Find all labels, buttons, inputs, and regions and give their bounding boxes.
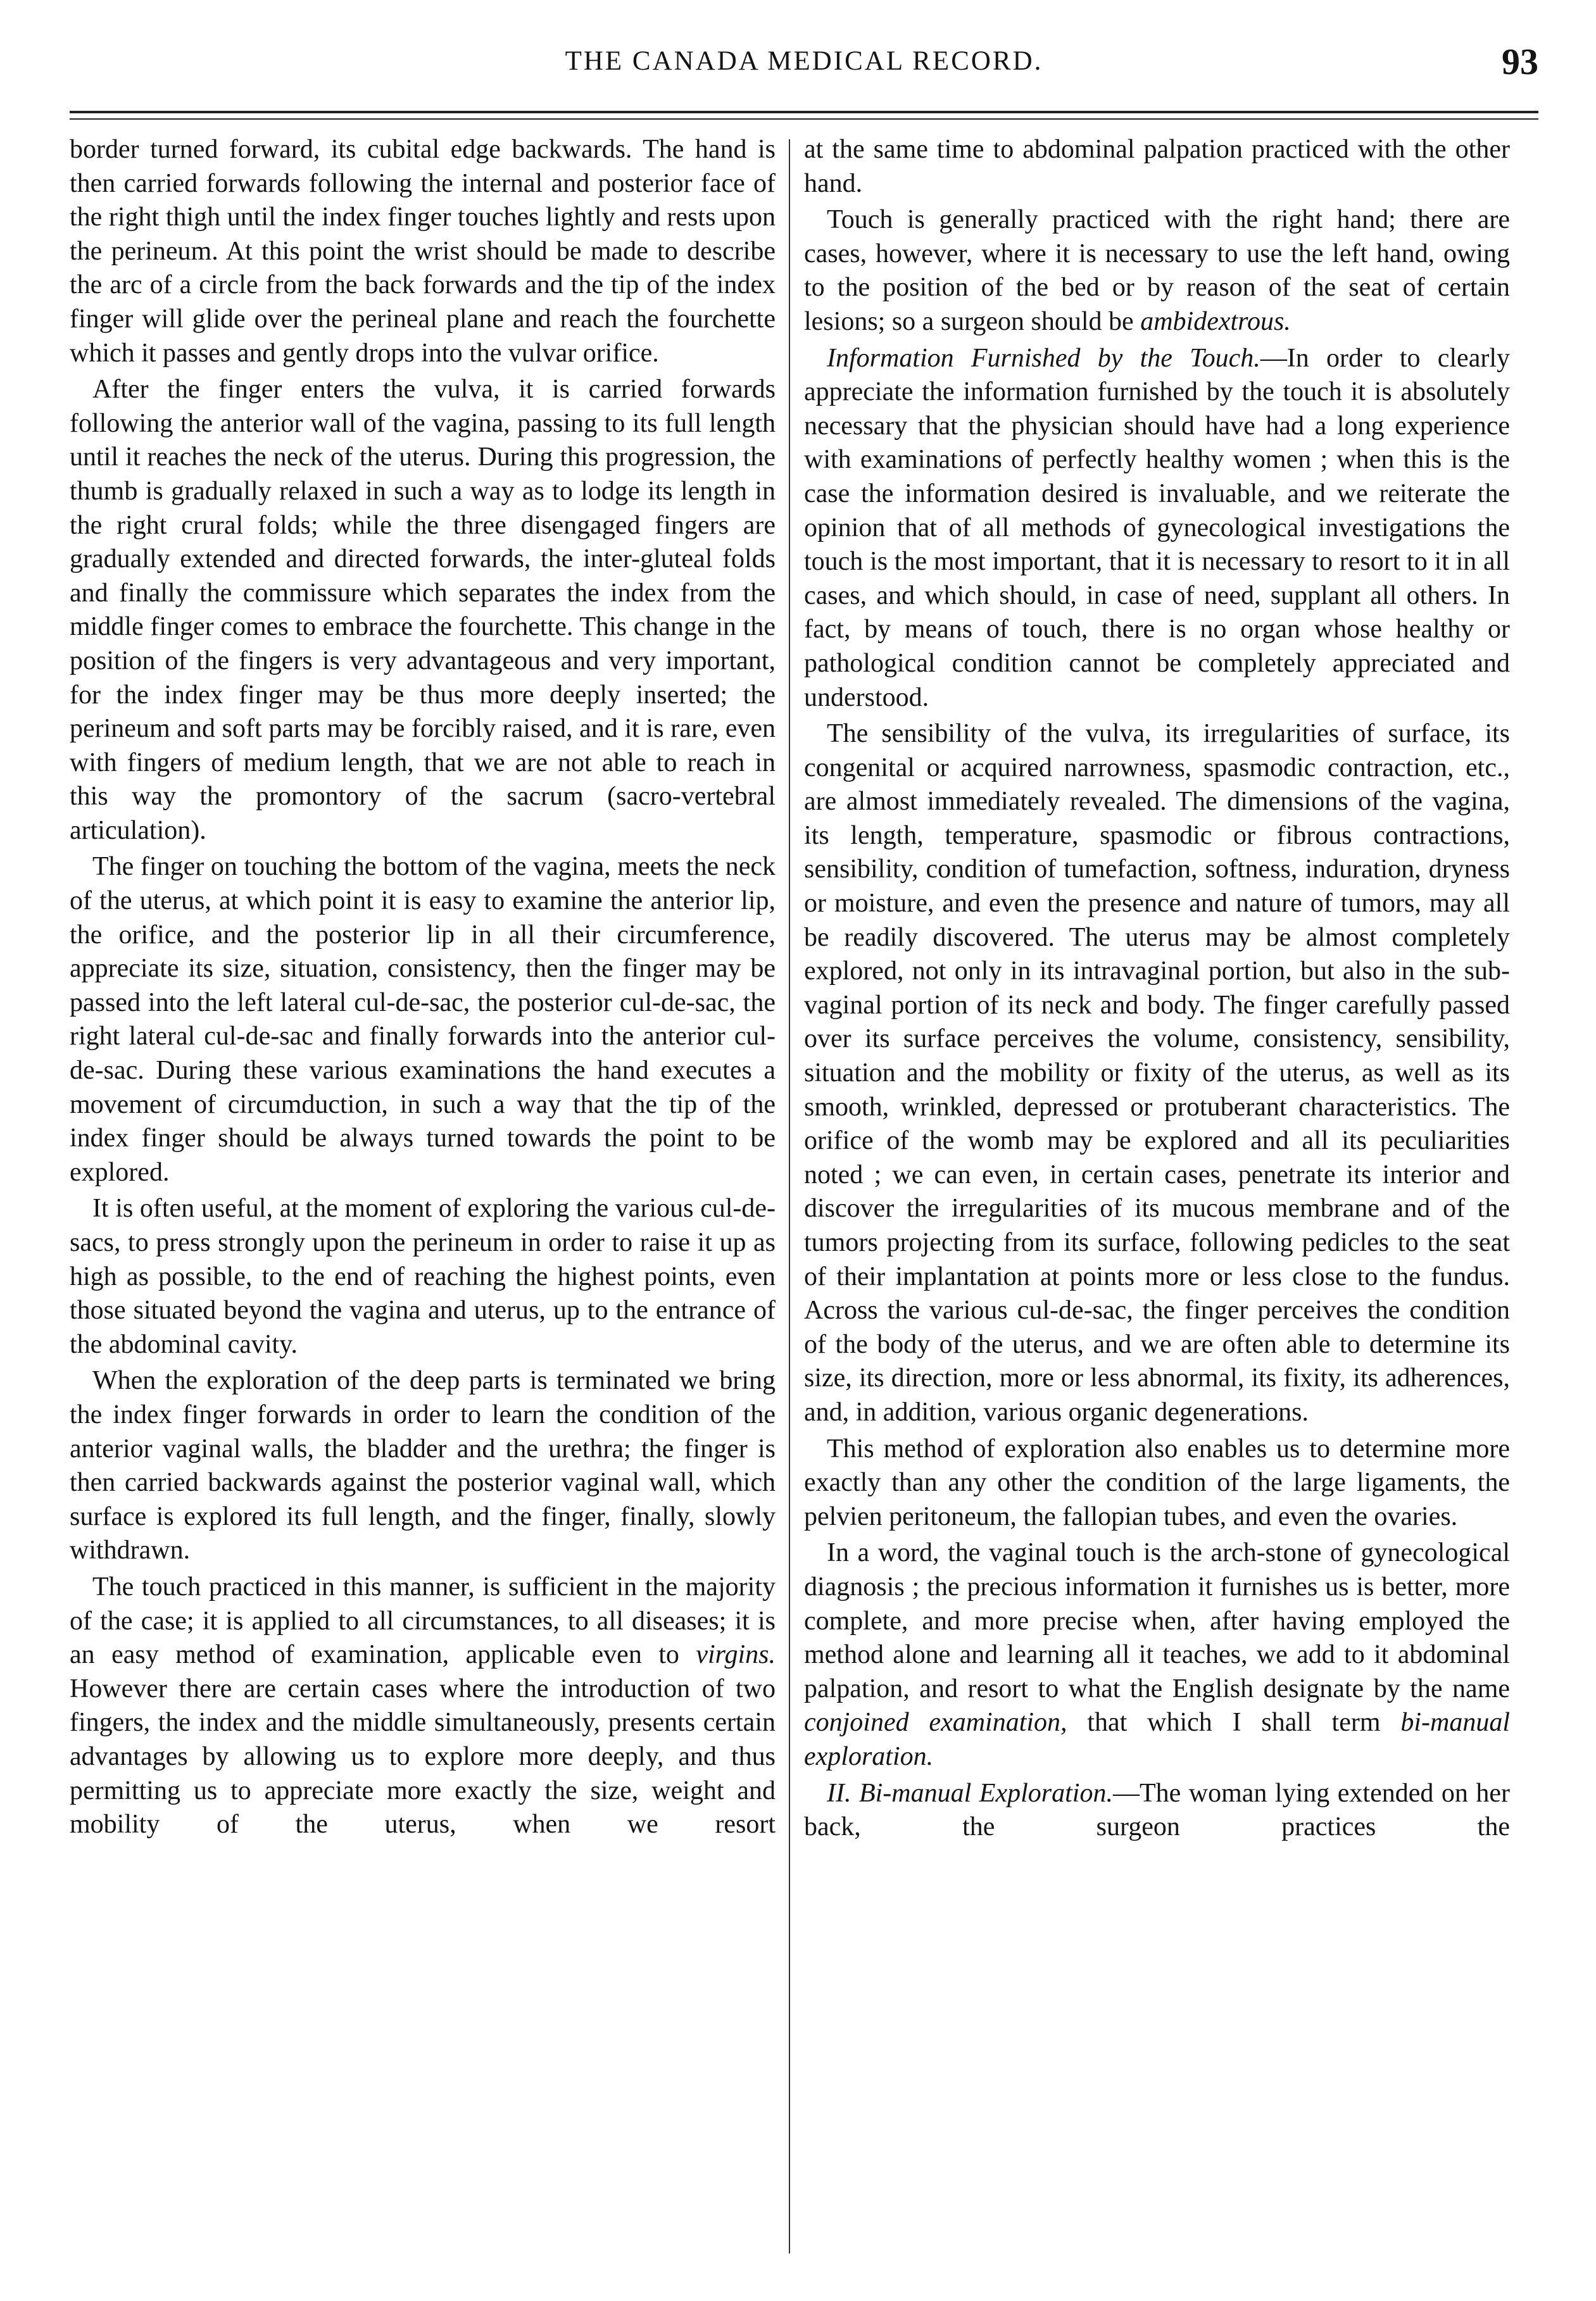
paragraph: It is often useful, at the moment of exploring the various cul-de-sacs, to press strongly upon the perineum in order to raise it up as high as possible, to the end of reaching the highest points, even those situated beyond the vagina and uterus, up to the entrance of the abdominal cavity. xyxy=(70,1194,776,1359)
page-number: 93 xyxy=(1502,41,1538,82)
right-column xyxy=(804,133,1510,1847)
text-run: that which I shall term xyxy=(1067,1708,1401,1738)
journal-title: THE CANADA MEDICAL RECORD. xyxy=(565,46,1043,76)
italic-term: conjoined examination, xyxy=(804,1708,1067,1738)
paragraph: After the finger enters the vulva, it is carried forwards following the anterior wall of the vagina, passing to its full length until it reaches the neck of the uterus. During this progression, the thumb is gradually relaxed in such a way as to lodge its length in the right crural folds; while the three disengaged fingers are gradually extended and directed forwards, the inter-gluteal folds and finally the commissure which separates the index from the middle finger comes to embrace the fourchette. This change in the position of the fingers is very advantageous and very important, for the index finger may be thus more deeply inserted; the perineum and soft parts may be forcibly raised, and it is rare, even with fingers of medium length, that we are not able to reach in this way the promontory of the sacrum (sacro-vertebral articulation). xyxy=(70,375,776,845)
text-run: The touch practiced in this manner, is sufficient in the majority of the case; it is applied to all circumstances, to all diseases; it is an easy method of examination, applicable even to xyxy=(70,1572,776,1670)
header-rule-thin xyxy=(70,118,1538,120)
page xyxy=(70,38,1538,2279)
header-rule-thick xyxy=(70,111,1538,113)
text-run: —In order to clearly appreciate the information furnished by the touch it is absolutely necessary that the physician should have had a long experience with examinations of perfectly healthy women ; when this is the case the information desired is invaluable, and we reiterate the opinion that of all methods of gynecological investigations the touch is the most important, that it is necessary to resort to it in all cases, and which should, in case of need, supplant all others. In fact, by means of touch, there is no organ whose healthy or pathological condition cannot be completely appreciated and understood. xyxy=(804,343,1510,712)
paragraph: When the exploration of the deep parts is terminated we bring the index finger forwards in order to learn the condition of the anterior vaginal walls, the bladder and the urethra; the finger is then carried backwards against the posterior vaginal wall, which surface is explored its full length, and the finger, finally, slowly withdrawn. xyxy=(70,1366,776,1565)
paragraph xyxy=(804,1777,1510,1845)
text-run: Touch is generally practiced with the right hand; there are cases, however, where it is necessary to use the left hand, owing to the position of the bed or by reason of the seat of certain lesions; so a surgeon should be xyxy=(804,205,1510,336)
section-heading: Information Furnished by the Touch. xyxy=(827,343,1260,373)
paragraph xyxy=(804,203,1510,339)
paragraph: The finger on touching the bottom of the vagina, meets the neck of the uterus, at which point it is easy to examine the anterior lip, the orifice, and the posterior lip in all their circumference, appreciate its size, situation, consistency, then the finger may be passed into the left lateral cul-de-sac, the posterior cul-de-sac, the right lateral cul-de-sac and finally forwards into the anterior cul-de-sac. During these various examinations the hand executes a movement of circumduction, in such a way that the tip of the index finger should be always turned towards the point to be explored. xyxy=(70,852,776,1187)
paragraph xyxy=(70,1571,776,1842)
paragraph xyxy=(804,1536,1510,1774)
italic-term: bi-manual exploration. xyxy=(804,1708,1510,1771)
paragraph: border turned forward, its cubital edge backwards. The hand is then carried forwards following the internal and posterior face of the right thigh until the index finger touches lightly and rests upon the perineum. At this point the wrist should be made to describe the arc of a circle from the back forwards and the tip of the index finger will glide over the perineal plane and reach the fourchette which it passes and gently drops into the vulvar orifice. xyxy=(70,135,776,368)
italic-term: virgins. xyxy=(696,1640,776,1670)
paragraph: The sensibility of the vulva, its irregularities of surface, its congenital or acquired narrowness, spasmodic contraction, etc., are almost immediately revealed. The dimensions of the vagina, its length, temperature, spasmodic or fibrous contractions, sensibility, condition of tumefaction, softness, induration, dryness or moisture, and even the presence and nature of tumors, may all be readily discovered. The uterus may be almost completely explored, not only in its intravaginal portion, but also in the sub-vaginal portion of its neck and body. The finger carefully passed over its surface perceives the volume, consistency, sensibility, situation and the mobility or fixity of the uterus, as well as its smooth, wrinkled, depressed or protuberant characteristics. The orifice of the womb may be explored and all its peculiarities noted ; we can even, in certain cases, penetrate its interior and discover the irregularities of its mucous membrane and of the tumors projecting from its surface, following pedicles to the seat of their implantation at points more or less close to the fundus. Across the various cul-de-sac, the finger perceives the condition of the body of the uterus, and we are often able to determine its size, its direction, more or less abnormal, its fixity, its adherences, and, in addition, various organic degenerations. xyxy=(804,719,1510,1427)
text-run: However there are certain cases where the introduction of two fingers, the index and the middle simultaneously, presents certain advantages by allowing us to explore more deeply, and thus permitting us to appreciate more exactly the size, weight and mobility of the uterus, when we resort xyxy=(70,1674,776,1840)
italic-term: ambidextrous. xyxy=(1140,306,1291,336)
column-divider xyxy=(789,139,790,2254)
paragraph: This method of exploration also enables us to determine more exactly than any other the condition of the large ligaments, the pelvien peritoneum, the fallopian tubes, and even the ovaries. xyxy=(804,1434,1510,1531)
section-heading: II. Bi-manual Exploration. xyxy=(827,1778,1113,1808)
paragraph xyxy=(804,342,1510,715)
running-header xyxy=(70,41,1538,103)
text-run: —The woman lying extended on her back, the surgeon practices the xyxy=(804,1778,1510,1842)
text-run: In a word, the vaginal touch is the arch-stone of gynecological diagnosis ; the precious information it furnishes us is better, more complete, and more precise when, after having employed the method alone and learning all it teaches, we add to it abdominal palpation, and resort to what the English designate by the name xyxy=(804,1538,1510,1703)
paragraph: at the same time to abdominal palpation practiced with the other hand. xyxy=(804,135,1510,198)
left-column xyxy=(70,133,776,1845)
